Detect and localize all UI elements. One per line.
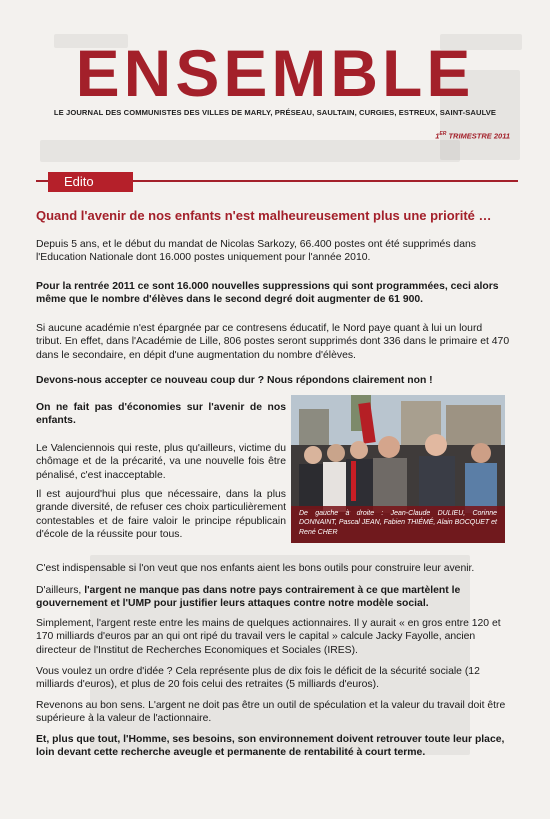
newspaper-subtitle: LE JOURNAL DES COMMUNISTES DES VILLES DE MARLY, PRÉSEAU, SAULTAIN, CURGIES, ESTREUX, SAINT-SAULVE [53, 108, 497, 117]
bleed-through-block [40, 140, 460, 162]
photo-caption: De gauche à droite : Jean-Claude DULIEU, Corinne DONNAINT, Pascal JEAN, Fabien THIÉMÉ, Alain BOCQUET et René CHER [291, 506, 505, 543]
paragraph: Revenons au bon sens. L'argent ne doit pas être un outil de spéculation et la valeur du travail doit être supérieure à la valeur de l'actionnaire. [36, 700, 506, 725]
article-headline: Quand l'avenir de nos enfants n'est malheureusement plus une priorité … [36, 208, 492, 223]
issue-date: 1ER TRIMESTRE 2011 [435, 131, 510, 141]
newspaper-title: ENSEMBLE [75, 36, 475, 110]
paragraph: C'est indispensable si l'on veut que nos enfants aient les bons outils pour construire leur avenir. [36, 563, 475, 574]
paragraph: Devons-nous accepter ce nouveau coup dur ? Nous répondons clairement non ! [36, 375, 433, 386]
paragraph: Le Valenciennois qui reste, plus qu'ailleurs, victime du chômage et de la précarité, va une nouvelle fois être pénalisé, c'est inacceptable. [36, 443, 286, 481]
paragraph: Si aucune académie n'est épargnée par ce contresens éducatif, le Nord paye quant à lui un lourd tribut. En effet, dans l'Académie de Lille, 806 postes seront supprimés dont 336 dans le primaire et 470 dans le secondaire, en dépit d'une augmentation du nombre d'élèves. [36, 323, 510, 361]
paragraph: Il est aujourd'hui plus que nécessaire, dans la plus grande diversité, de refuser ces choix particulièrement contestables et de faire valoir le principe républicain d'école de la réussite pour tous. [36, 489, 286, 541]
paragraph: D'ailleurs, l'argent ne manque pas dans notre pays contrairement à ce que martèlent le gouvernement et l'UMP pour justifier leurs attaques contre notre modèle social. [36, 585, 461, 610]
paragraph: Depuis 5 ans, et le début du mandat de Nicolas Sarkozy, 66.400 postes ont été supprimés dans l'Education Nationale dont 16.000 postes uniquement pour l'année 2010. [36, 239, 476, 264]
paragraph: Vous voulez un ordre d'idée ? Cela représente plus de dix fois le déficit de la sécurité sociale (12 milliards d'euros), et plus de 20 fois celui des retraites (5 milliards d'euros). [36, 666, 480, 691]
paragraph: Pour la rentrée 2011 ce sont 16.000 nouvelles suppressions qui sont programmées, ceci alors même que le nombre d'élèves dans le second degré doit augmenter de 61 900. [36, 281, 499, 306]
paragraph: Simplement, l'argent reste entre les mains de quelques actionnaires. Il y aurait « en gros entre 120 et 170 milliards d'euros par an qui ont ripé du travail vers le capital » calcule Jacky Fayolle, ancien directeur de l'Institut de Recherches Economiques et Sociales (IRES). [36, 618, 501, 656]
section-label: Edito [48, 172, 133, 192]
group-photo [291, 395, 505, 543]
paragraph: On ne fait pas d'économies sur l'avenir de nos enfants. [36, 402, 286, 427]
paragraph: Et, plus que tout, l'Homme, ses besoins, son environnement doivent retrouver toute leur place, loin devant cette recherche aveugle et permanente de rentabilité à court terme. [36, 734, 505, 759]
